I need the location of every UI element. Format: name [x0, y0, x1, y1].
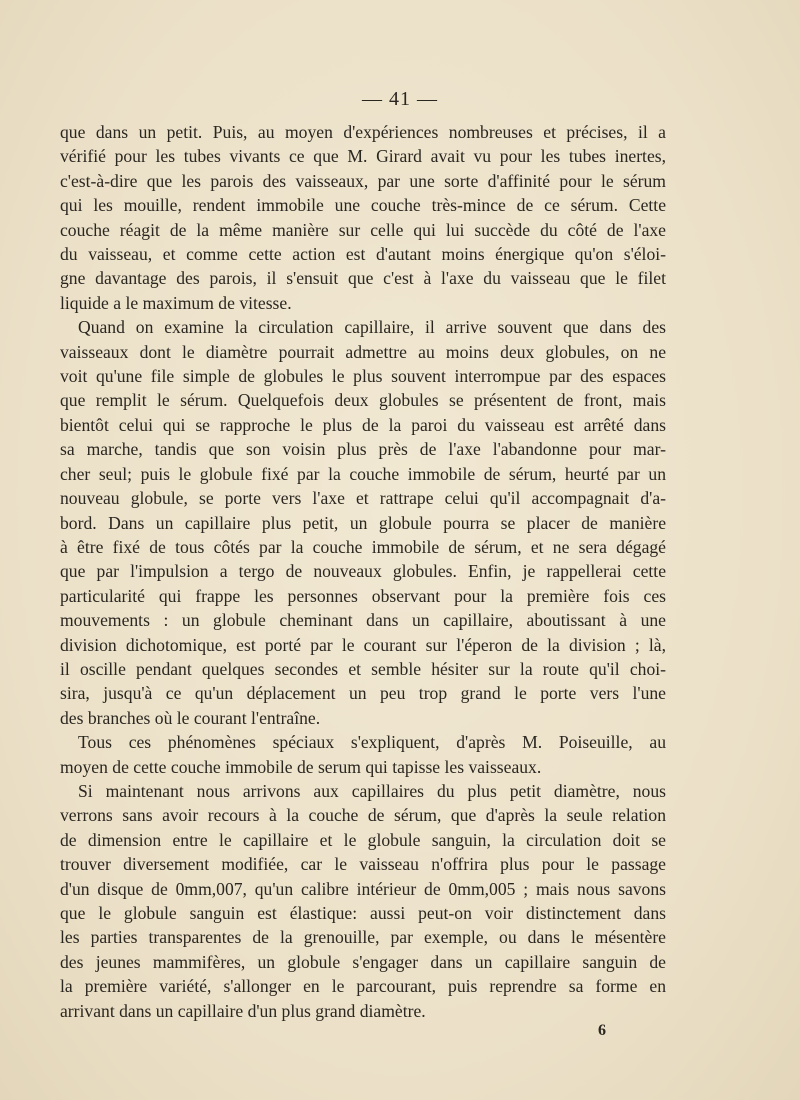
text-line: d'un disque de 0mm,007, qu'un calibre intérieur de 0mm,005 ; mais nous savons	[60, 878, 666, 899]
paragraph-start-line: Tous ces phénomènes spéciaux s'expliquent, d'après M. Poiseuille, au	[78, 732, 666, 753]
text-line: que dans un petit. Puis, au moyen d'expériences nombreuses et précises, il a	[60, 122, 666, 142]
text-line: verrons sans avoir recours à la couche de sérum, que d'après la seule relation	[60, 805, 666, 826]
text-line: cher seul; puis le globule fixé par la couche immobile de sérum, heurté par un	[60, 463, 666, 484]
text-line: particularité qui frappe les personnes observant pour la première fois ces	[60, 585, 666, 606]
text-line: les parties transparentes de la grenouille, par exemple, ou dans le mésentère	[60, 927, 666, 948]
text-line: vérifié pour les tubes vivants ce que M. Girard avait vu pour les tubes inertes,	[60, 146, 666, 167]
text-line: sira, jusqu'à ce qu'un déplacement un peu trop grand le porte vers l'une	[60, 683, 666, 704]
text-line: il oscille pendant quelques secondes et semble hésiter sur la route qu'il choi-	[60, 658, 666, 679]
text-line: c'est-à-dire que les parois des vaisseaux, par une sorte d'affinité pour le sérum	[60, 170, 666, 191]
text-line: division dichotomique, est porté par le courant sur l'éperon de la division ; là,	[60, 634, 666, 655]
text-line: la première variété, s'allonger en le parcourant, puis reprendre sa forme en	[60, 976, 666, 997]
text-line: que remplit le sérum. Quelquefois deux globules se présentent de front, mais	[60, 390, 666, 411]
text-line: de dimension entre le capillaire et le globule sanguin, la circulation doit se	[60, 829, 666, 850]
text-line: des branches où le courant l'entraîne.	[60, 707, 321, 728]
text-line: du vaisseau, et comme cette action est d'autant moins énergique qu'on s'éloi-	[60, 244, 666, 265]
text-line: vaisseaux dont le diamètre pourrait admettre au moins deux globules, on ne	[60, 341, 666, 362]
text-line: qui les mouille, rendent immobile une couche très-mince de ce sérum. Cette	[60, 195, 666, 216]
text-line: nouveau globule, se porte vers l'axe et rattrape celui qu'il accompagnait d'a-	[60, 488, 666, 509]
text-line: trouver diversement modifiée, car le vaisseau n'offrira plus pour le passage	[60, 854, 666, 875]
text-line: voit qu'une file simple de globules le plus souvent interrompue par des espaces	[60, 366, 666, 387]
body-text	[60, 120, 666, 1023]
text-line: que le globule sanguin est élastique: aussi peut-on voir distinctement dans	[60, 903, 666, 923]
text-line: moyen de cette couche immobile de serum qui tapisse les vaisseaux.	[60, 756, 542, 777]
text-line: gne davantage des parois, il s'ensuit que c'est à l'axe du vaisseau que le filet	[60, 268, 666, 289]
paragraph-start-line: Quand on examine la circulation capillaire, il arrive souvent que dans des	[78, 317, 666, 338]
paragraph-start-line: Si maintenant nous arrivons aux capillaires du plus petit diamètre, nous	[78, 780, 666, 801]
text-line: à être fixé de tous côtés par la couche immobile de sérum, et ne sera dégagé	[60, 536, 666, 557]
text-line: bientôt celui qui se rapproche le plus de la paroi du vaisseau est arrêté dans	[60, 414, 666, 435]
page-number-header: — 41 —	[362, 88, 438, 110]
text-line: des jeunes mammifères, un globule s'engager dans un capillaire sanguin de	[60, 951, 666, 972]
text-line: liquide a le maximum de vitesse.	[60, 292, 292, 313]
text-line: couche réagit de la même manière sur celle qui lui succède du côté de l'axe	[60, 219, 666, 240]
signature-mark: 6	[598, 1022, 606, 1039]
text-line: sa marche, tandis que son voisin plus près de l'axe l'abandonne pour mar-	[60, 439, 666, 460]
text-line: que par l'impulsion a tergo de nouveaux globules. Enfin, je rappellerai cette	[60, 561, 666, 582]
text-line: mouvements : un globule cheminant dans un capillaire, aboutissant à une	[60, 610, 666, 631]
text-line: bord. Dans un capillaire plus petit, un globule pourra se placer de manière	[60, 512, 666, 533]
text-line: arrivant dans un capillaire d'un plus grand diamètre.	[60, 1000, 426, 1021]
